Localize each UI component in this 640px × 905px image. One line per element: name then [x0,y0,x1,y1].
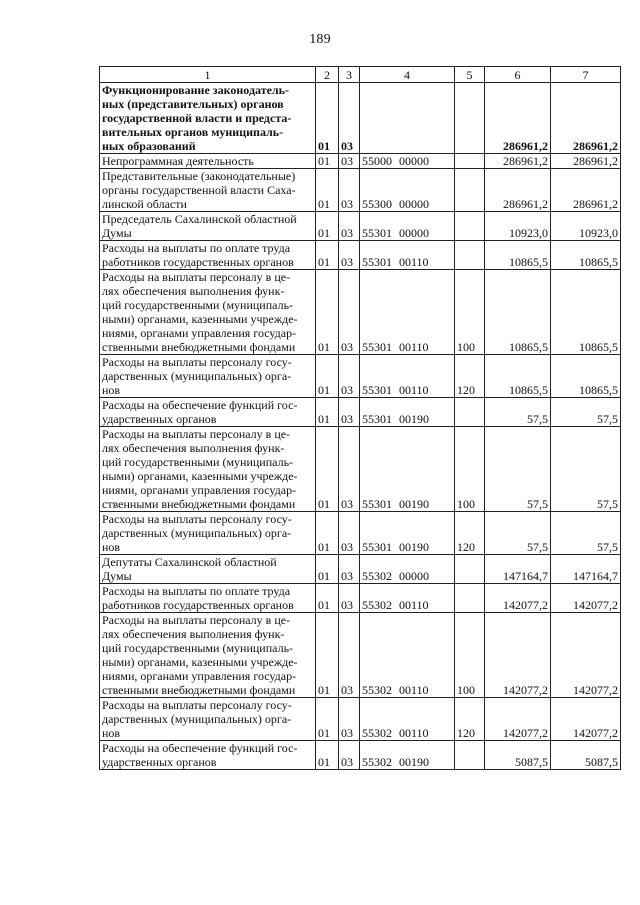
row-name-cell [100,512,316,555]
section-code-cell: 01 [316,427,339,512]
row-name-cell [100,698,316,741]
row-name-line: Думы [102,226,132,240]
table-row [100,154,621,169]
target-article-cell: 55302 00000 [360,555,455,584]
row-name-line: нов [102,726,121,740]
column-header: 7 [551,67,621,83]
target-article-cell: 55300 00000 [360,169,455,212]
expense-type-cell: 100 [455,613,485,698]
subsection-code-cell: 03 [339,212,360,241]
row-name-line: ными) органами, казенными учрежде- [102,655,298,669]
table-row [100,613,621,698]
section-code-cell: 01 [316,154,339,169]
amount-cell: 57,5 [551,398,621,427]
amount-cell: 57,5 [485,427,551,512]
row-name-line: Непрограммная деятельность [102,154,254,168]
row-name-cell [100,270,316,355]
section-code-cell: 01 [316,83,339,154]
row-name-line: Представительные (законодательные) [102,169,296,183]
subsection-code-cell: 03 [339,512,360,555]
subsection-code-cell: 03 [339,241,360,270]
subsection-code-cell: 03 [339,555,360,584]
row-name-line: лях обеспечения выполнения функ- [102,441,285,455]
row-name-line: дарственных (муниципальных) орга- [102,526,292,540]
row-name-cell [100,83,316,154]
table-row [100,355,621,398]
column-header: 5 [455,67,485,83]
row-name-line: ниями, органами управления государ- [102,669,297,683]
row-name-cell [100,398,316,427]
row-name-line: Расходы на выплаты по оплате труда [102,584,291,598]
expense-type-cell: 120 [455,512,485,555]
row-name-line: ственными внебюджетными фондами [102,683,296,697]
amount-cell: 286961,2 [485,169,551,212]
amount-cell: 142077,2 [485,613,551,698]
expense-type-cell [455,169,485,212]
row-name-cell [100,169,316,212]
row-name-cell [100,427,316,512]
section-code-cell: 01 [316,398,339,427]
target-article-cell: 55302 00190 [360,741,455,770]
subsection-code-cell: 03 [339,398,360,427]
table-row [100,169,621,212]
section-code-cell: 01 [316,270,339,355]
row-name-line: дарственных (муниципальных) орга- [102,369,292,383]
row-name-line: Расходы на выплаты персоналу в це- [102,270,291,284]
row-name-line: ций государственными (муниципаль- [102,641,294,655]
table-row [100,698,621,741]
row-name-line: работников государственных органов [102,598,294,612]
row-name-cell [100,241,316,270]
row-name-line: Расходы на выплаты персоналу госу- [102,512,292,526]
subsection-code-cell: 03 [339,427,360,512]
row-name-line: нов [102,540,121,554]
row-name-line: нов [102,383,121,397]
section-code-cell: 01 [316,512,339,555]
table-row [100,512,621,555]
subsection-code-cell: 03 [339,154,360,169]
table-row [100,741,621,770]
subsection-code-cell: 03 [339,83,360,154]
subsection-code-cell: 03 [339,741,360,770]
expense-type-cell: 100 [455,270,485,355]
row-name-line: ных (представительных) органов [102,97,284,111]
row-name-line: Депутаты Сахалинской областной [102,555,277,569]
amount-cell: 10865,5 [485,270,551,355]
table-row [100,398,621,427]
column-header: 4 [360,67,455,83]
row-name-line: Расходы на выплаты по оплате труда [102,241,291,255]
row-name-line: ниями, органами управления государ- [102,326,297,340]
amount-cell: 147164,7 [551,555,621,584]
row-name-line: Функционирование законодатель- [102,83,290,97]
amount-cell: 10923,0 [551,212,621,241]
row-name-line: Председатель Сахалинской областной [102,212,297,226]
row-name-cell [100,212,316,241]
row-name-line: Расходы на выплаты персоналу госу- [102,698,292,712]
subsection-code-cell: 03 [339,270,360,355]
row-name-line: работников государственных органов [102,255,294,269]
budget-table [99,66,621,770]
amount-cell: 57,5 [551,512,621,555]
row-name-cell [100,741,316,770]
row-name-cell [100,355,316,398]
row-name-cell [100,154,316,169]
expense-type-cell [455,584,485,613]
subsection-code-cell: 03 [339,698,360,741]
column-header: 2 [316,67,339,83]
subsection-code-cell: 03 [339,355,360,398]
table-row [100,241,621,270]
row-name-line: государственной власти и предста- [102,111,292,125]
column-header: 1 [100,67,316,83]
section-code-cell: 01 [316,555,339,584]
row-name-line: Думы [102,569,132,583]
row-name-line: Расходы на выплаты персоналу в це- [102,613,291,627]
subsection-code-cell: 03 [339,584,360,613]
amount-cell: 10865,5 [485,355,551,398]
row-name-line: ций государственными (муниципаль- [102,455,294,469]
target-article-cell: 55301 00110 [360,241,455,270]
expense-type-cell: 120 [455,698,485,741]
subsection-code-cell: 03 [339,169,360,212]
section-code-cell: 01 [316,169,339,212]
row-name-line: Расходы на обеспечение функций гос- [102,398,298,412]
column-header: 6 [485,67,551,83]
target-article-cell: 55000 00000 [360,154,455,169]
section-code-cell: 01 [316,698,339,741]
table-header-row [100,67,621,83]
amount-cell: 10865,5 [551,355,621,398]
amount-cell: 286961,2 [485,83,551,154]
row-name-line: ными) органами, казенными учрежде- [102,469,298,483]
target-article-cell: 55301 00110 [360,355,455,398]
row-name-cell [100,613,316,698]
amount-cell: 57,5 [485,398,551,427]
expense-type-cell [455,398,485,427]
row-name-line: Расходы на обеспечение функций гос- [102,741,298,755]
amount-cell: 142077,2 [485,698,551,741]
row-name-cell [100,555,316,584]
expense-type-cell [455,741,485,770]
row-name-line: ударственных органов [102,755,217,769]
row-name-line: линской области [102,197,187,211]
target-article-cell: 55301 00110 [360,270,455,355]
amount-cell: 10865,5 [551,270,621,355]
target-article-cell: 55301 00000 [360,212,455,241]
expense-type-cell [455,241,485,270]
amount-cell: 57,5 [551,427,621,512]
table-row [100,212,621,241]
row-name-line: органы государственной власти Саха- [102,183,296,197]
amount-cell: 10923,0 [485,212,551,241]
row-name-line: ций государственными (муниципаль- [102,298,294,312]
row-name-line: лях обеспечения выполнения функ- [102,627,285,641]
table-row [100,427,621,512]
expense-type-cell: 120 [455,355,485,398]
amount-cell: 10865,5 [551,241,621,270]
section-code-cell: 01 [316,212,339,241]
amount-cell: 286961,2 [485,154,551,169]
target-article-cell: 55301 00190 [360,512,455,555]
row-name-line: Расходы на выплаты персоналу госу- [102,355,292,369]
amount-cell: 10865,5 [485,241,551,270]
target-article-cell: 55301 00190 [360,427,455,512]
amount-cell: 142077,2 [551,698,621,741]
subsection-code-cell: 03 [339,613,360,698]
row-name-cell [100,584,316,613]
target-article-cell: 55302 00110 [360,613,455,698]
row-name-line: ниями, органами управления государ- [102,483,297,497]
row-name-line: вительных органов муниципаль- [102,125,284,139]
section-code-cell: 01 [316,241,339,270]
amount-cell: 5087,5 [485,741,551,770]
row-name-line: ственными внебюджетными фондами [102,340,296,354]
amount-cell: 286961,2 [551,169,621,212]
section-code-cell: 01 [316,355,339,398]
amount-cell: 57,5 [485,512,551,555]
table-row [100,83,621,154]
row-name-line: ударственных органов [102,412,217,426]
row-name-line: ными) органами, казенными учрежде- [102,312,298,326]
target-article-cell: 55302 00110 [360,584,455,613]
section-code-cell: 01 [316,584,339,613]
target-article-cell [360,83,455,154]
expense-type-cell [455,555,485,584]
row-name-line: Расходы на выплаты персоналу в це- [102,427,291,441]
target-article-cell: 55301 00190 [360,398,455,427]
column-header: 3 [339,67,360,83]
page-number: 189 [309,32,331,47]
table-body [100,83,621,770]
table-row [100,555,621,584]
expense-type-cell [455,212,485,241]
row-name-line: ственными внебюджетными фондами [102,497,296,511]
expense-type-cell: 100 [455,427,485,512]
row-name-line: ных образований [102,139,196,153]
amount-cell: 142077,2 [551,613,621,698]
amount-cell: 142077,2 [485,584,551,613]
table-row [100,584,621,613]
amount-cell: 142077,2 [551,584,621,613]
row-name-line: лях обеспечения выполнения функ- [102,284,285,298]
section-code-cell: 01 [316,741,339,770]
amount-cell: 147164,7 [485,555,551,584]
expense-type-cell [455,154,485,169]
row-name-line: дарственных (муниципальных) орга- [102,712,292,726]
table-row [100,270,621,355]
expense-type-cell [455,83,485,154]
amount-cell: 286961,2 [551,154,621,169]
target-article-cell: 55302 00110 [360,698,455,741]
section-code-cell: 01 [316,613,339,698]
amount-cell: 5087,5 [551,741,621,770]
amount-cell: 286961,2 [551,83,621,154]
